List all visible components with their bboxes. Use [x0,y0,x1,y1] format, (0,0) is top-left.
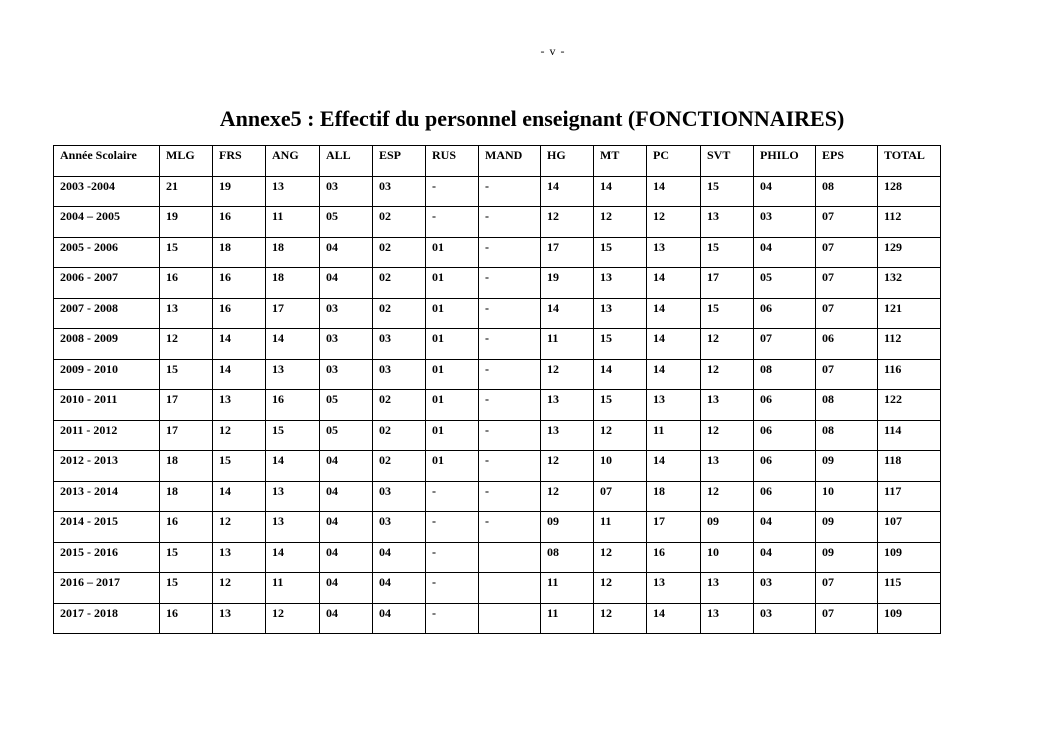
table-cell: 19 [541,268,594,299]
table-cell: 17 [266,298,320,329]
table-cell: 13 [701,390,754,421]
table-cell: 14 [213,359,266,390]
row-label-cell: Année Scolaire [54,146,160,177]
table-cell: 08 [754,359,816,390]
table-cell: 13 [701,603,754,634]
table-cell: - [479,207,541,238]
table-cell: 112 [878,329,941,360]
table-cell: 04 [320,268,373,299]
table-cell: 03 [320,298,373,329]
table-cell: 02 [373,237,426,268]
row-label-cell: 2010 - 2011 [54,390,160,421]
table-cell: 128 [878,176,941,207]
table-cell: 15 [160,359,213,390]
table-cell: 09 [816,512,878,543]
table-cell: - [479,176,541,207]
table-cell: 14 [647,329,701,360]
table-cell: 17 [701,268,754,299]
table-row [54,237,941,268]
staff-table [53,145,941,634]
table-cell: 14 [647,298,701,329]
table-cell: 107 [878,512,941,543]
row-label-cell: 2016 – 2017 [54,573,160,604]
table-cell: 14 [647,176,701,207]
table-cell: 13 [266,176,320,207]
table-cell: 01 [426,390,479,421]
table-cell: 12 [594,573,647,604]
table-cell: 116 [878,359,941,390]
table-cell: 03 [373,359,426,390]
table-cell: 12 [541,451,594,482]
table-cell: 05 [320,420,373,451]
table-cell: 10 [701,542,754,573]
table-cell: 114 [878,420,941,451]
table-cell: 06 [816,329,878,360]
table-row [54,176,941,207]
table-cell: 14 [594,359,647,390]
table-cell: 16 [213,268,266,299]
table-cell: 05 [320,390,373,421]
table-cell: 11 [594,512,647,543]
table-cell: - [426,481,479,512]
table-cell: 04 [320,451,373,482]
table-cell: 07 [816,207,878,238]
table-cell: 13 [213,390,266,421]
table-cell: 01 [426,451,479,482]
table-cell: 06 [754,481,816,512]
table-cell: 21 [160,176,213,207]
table-cell: 11 [541,573,594,604]
table-cell: 13 [213,542,266,573]
table-cell: 08 [541,542,594,573]
table-cell: 02 [373,298,426,329]
table-cell: 12 [647,207,701,238]
table-cell: 11 [541,329,594,360]
table-cell: 08 [816,420,878,451]
table-row [54,512,941,543]
table-cell: 14 [647,359,701,390]
table-row [54,420,941,451]
table-cell: 15 [594,237,647,268]
table-cell: MT [594,146,647,177]
row-label-cell: 2003 -2004 [54,176,160,207]
table-cell: 02 [373,207,426,238]
table-row [54,207,941,238]
row-label-cell: 2014 - 2015 [54,512,160,543]
table-cell: 17 [160,390,213,421]
table-cell: HG [541,146,594,177]
table-row [54,451,941,482]
table-cell: 16 [160,512,213,543]
table-cell: - [479,268,541,299]
table-cell: 12 [160,329,213,360]
table-cell: 13 [594,268,647,299]
table-cell: - [479,390,541,421]
table-cell: 10 [594,451,647,482]
row-label-cell: 2005 - 2006 [54,237,160,268]
table-cell: PHILO [754,146,816,177]
table-cell: 115 [878,573,941,604]
table-cell: 117 [878,481,941,512]
table-cell: 03 [373,176,426,207]
table-cell: - [426,176,479,207]
row-label-cell: 2006 - 2007 [54,268,160,299]
table-cell [479,603,541,634]
table-cell: 13 [266,481,320,512]
table-cell: 109 [878,603,941,634]
table-cell: 06 [754,390,816,421]
table-cell: 15 [160,237,213,268]
table-cell: 118 [878,451,941,482]
table-cell: 04 [373,573,426,604]
table-cell: ALL [320,146,373,177]
table-cell: 18 [266,237,320,268]
table-cell: 19 [213,176,266,207]
table-cell: 16 [160,603,213,634]
row-label-cell: 2004 – 2005 [54,207,160,238]
table-cell: 12 [594,542,647,573]
table-cell: 11 [647,420,701,451]
table-cell: 03 [373,481,426,512]
table-cell: - [479,481,541,512]
table-cell: 16 [647,542,701,573]
table-cell: 06 [754,298,816,329]
table-cell: 04 [320,237,373,268]
table-cell: 12 [594,207,647,238]
table-cell: 13 [647,390,701,421]
table-cell: 04 [373,542,426,573]
table-cell: - [426,542,479,573]
table-row [54,481,941,512]
table-cell: 09 [541,512,594,543]
table-cell: 13 [213,603,266,634]
table-cell: 13 [160,298,213,329]
table-cell: 13 [701,573,754,604]
page-number: - v - [540,44,566,58]
table-cell: - [426,207,479,238]
table-cell: 06 [754,451,816,482]
table-cell: 109 [878,542,941,573]
table-cell: 14 [266,542,320,573]
table-cell: 12 [541,359,594,390]
table-cell: - [426,603,479,634]
table-cell: 13 [594,298,647,329]
table-cell: - [479,237,541,268]
table-cell: 01 [426,237,479,268]
table-cell: 12 [701,420,754,451]
table-cell: MLG [160,146,213,177]
table-cell [479,542,541,573]
table-cell: 09 [816,451,878,482]
table-cell: 02 [373,268,426,299]
table-row [54,298,941,329]
table-cell: 15 [594,329,647,360]
table-cell: 122 [878,390,941,421]
table-cell: 12 [266,603,320,634]
table-cell: SVT [701,146,754,177]
table-cell: - [426,512,479,543]
table-cell: 07 [816,359,878,390]
table-cell: 14 [647,603,701,634]
table-cell: 09 [816,542,878,573]
table-cell: 03 [373,512,426,543]
table-cell: 04 [754,512,816,543]
table-cell: 07 [816,268,878,299]
table-cell: 12 [594,420,647,451]
table-cell [479,573,541,604]
table-cell: 12 [701,329,754,360]
table-cell: 07 [816,298,878,329]
table-cell: 07 [594,481,647,512]
table-cell: 11 [266,573,320,604]
table-cell: 13 [541,390,594,421]
table-cell: 03 [754,573,816,604]
table-cell: 13 [701,451,754,482]
table-cell: - [479,512,541,543]
table-cell: 16 [213,207,266,238]
table-cell: 18 [160,481,213,512]
table-cell: EPS [816,146,878,177]
table-cell: 121 [878,298,941,329]
table-cell: 02 [373,451,426,482]
table-cell: 14 [266,329,320,360]
table-row [54,542,941,573]
table-cell: RUS [426,146,479,177]
table-cell: 02 [373,420,426,451]
table-cell: 13 [266,512,320,543]
table-cell: 14 [594,176,647,207]
row-label-cell: 2017 - 2018 [54,603,160,634]
table-cell: 12 [701,359,754,390]
page-title: Annexe5 : Effectif du personnel enseignant (FONCTIONNAIRES) [219,106,845,131]
table-cell: 03 [754,207,816,238]
table-cell: ESP [373,146,426,177]
table-cell: 12 [541,207,594,238]
table-cell: PC [647,146,701,177]
table-cell: 12 [541,481,594,512]
table-cell: 12 [213,420,266,451]
table-cell: 18 [266,268,320,299]
table-row [54,329,941,360]
row-label-cell: 2011 - 2012 [54,420,160,451]
table-cell: 01 [426,298,479,329]
table-row [54,359,941,390]
table-cell: 03 [320,329,373,360]
table-cell: 05 [754,268,816,299]
table-cell: 01 [426,420,479,451]
table-cell: 12 [594,603,647,634]
table-cell: 12 [701,481,754,512]
table-cell: 09 [701,512,754,543]
table-cell: 15 [160,542,213,573]
table-cell: 07 [816,237,878,268]
table-header-row [54,146,941,177]
table-cell: 11 [266,207,320,238]
table-cell: 15 [160,573,213,604]
table-body [54,146,941,634]
table-cell: - [479,298,541,329]
table-cell: 13 [647,237,701,268]
table-cell: 10 [816,481,878,512]
table-cell: 15 [266,420,320,451]
row-label-cell: 2013 - 2014 [54,481,160,512]
table-cell: 18 [160,451,213,482]
table-row [54,390,941,421]
table-cell: 03 [754,603,816,634]
table-cell: 06 [754,420,816,451]
table-cell: 04 [320,603,373,634]
table-cell: 14 [541,176,594,207]
row-label-cell: 2015 - 2016 [54,542,160,573]
table-cell: 07 [816,573,878,604]
table-cell: 14 [266,451,320,482]
table-cell: 02 [373,390,426,421]
table-cell: 14 [541,298,594,329]
table-cell: 08 [816,176,878,207]
table-cell: 03 [320,176,373,207]
table-cell: 03 [320,359,373,390]
table-cell: 03 [373,329,426,360]
table-cell: 112 [878,207,941,238]
table-cell: - [479,420,541,451]
table-cell: - [479,451,541,482]
table-cell: 16 [160,268,213,299]
table-cell: 12 [213,512,266,543]
row-label-cell: 2008 - 2009 [54,329,160,360]
table-cell: 04 [754,176,816,207]
table-cell: 01 [426,268,479,299]
table-cell: 15 [213,451,266,482]
table-cell: 129 [878,237,941,268]
table-cell: 04 [320,512,373,543]
table-cell: 04 [320,481,373,512]
table-cell: 13 [701,207,754,238]
table-cell: 12 [213,573,266,604]
table-cell: ANG [266,146,320,177]
table-cell: 14 [647,451,701,482]
table-cell: FRS [213,146,266,177]
table-cell: 19 [160,207,213,238]
table-cell: 18 [213,237,266,268]
table-cell: 13 [541,420,594,451]
table-cell: 15 [701,176,754,207]
table-cell: 04 [373,603,426,634]
table-cell: 04 [320,542,373,573]
table-cell: 13 [266,359,320,390]
row-label-cell: 2007 - 2008 [54,298,160,329]
table-row [54,573,941,604]
table-cell: 15 [594,390,647,421]
row-label-cell: 2009 - 2010 [54,359,160,390]
table-cell: 14 [213,329,266,360]
table-cell: 05 [320,207,373,238]
table-cell: - [479,359,541,390]
table-cell: 15 [701,298,754,329]
table-cell: 132 [878,268,941,299]
table-cell: 14 [647,268,701,299]
table-cell: 18 [647,481,701,512]
table-cell: 01 [426,359,479,390]
table-cell: - [426,573,479,604]
table-cell: 16 [213,298,266,329]
table-cell: MAND [479,146,541,177]
table-cell: 01 [426,329,479,360]
table-row [54,603,941,634]
table-cell: 07 [816,603,878,634]
table-cell: 04 [754,237,816,268]
table-cell: 17 [541,237,594,268]
table-cell: 11 [541,603,594,634]
table-cell: 17 [647,512,701,543]
table-cell: 15 [701,237,754,268]
row-label-cell: 2012 - 2013 [54,451,160,482]
table-cell: 14 [213,481,266,512]
table-cell: TOTAL [878,146,941,177]
table-cell: 08 [816,390,878,421]
table-cell: 17 [160,420,213,451]
table-cell: - [479,329,541,360]
table-cell: 13 [647,573,701,604]
table-cell: 04 [754,542,816,573]
table-cell: 16 [266,390,320,421]
table-cell: 04 [320,573,373,604]
table-row [54,268,941,299]
table-cell: 07 [754,329,816,360]
